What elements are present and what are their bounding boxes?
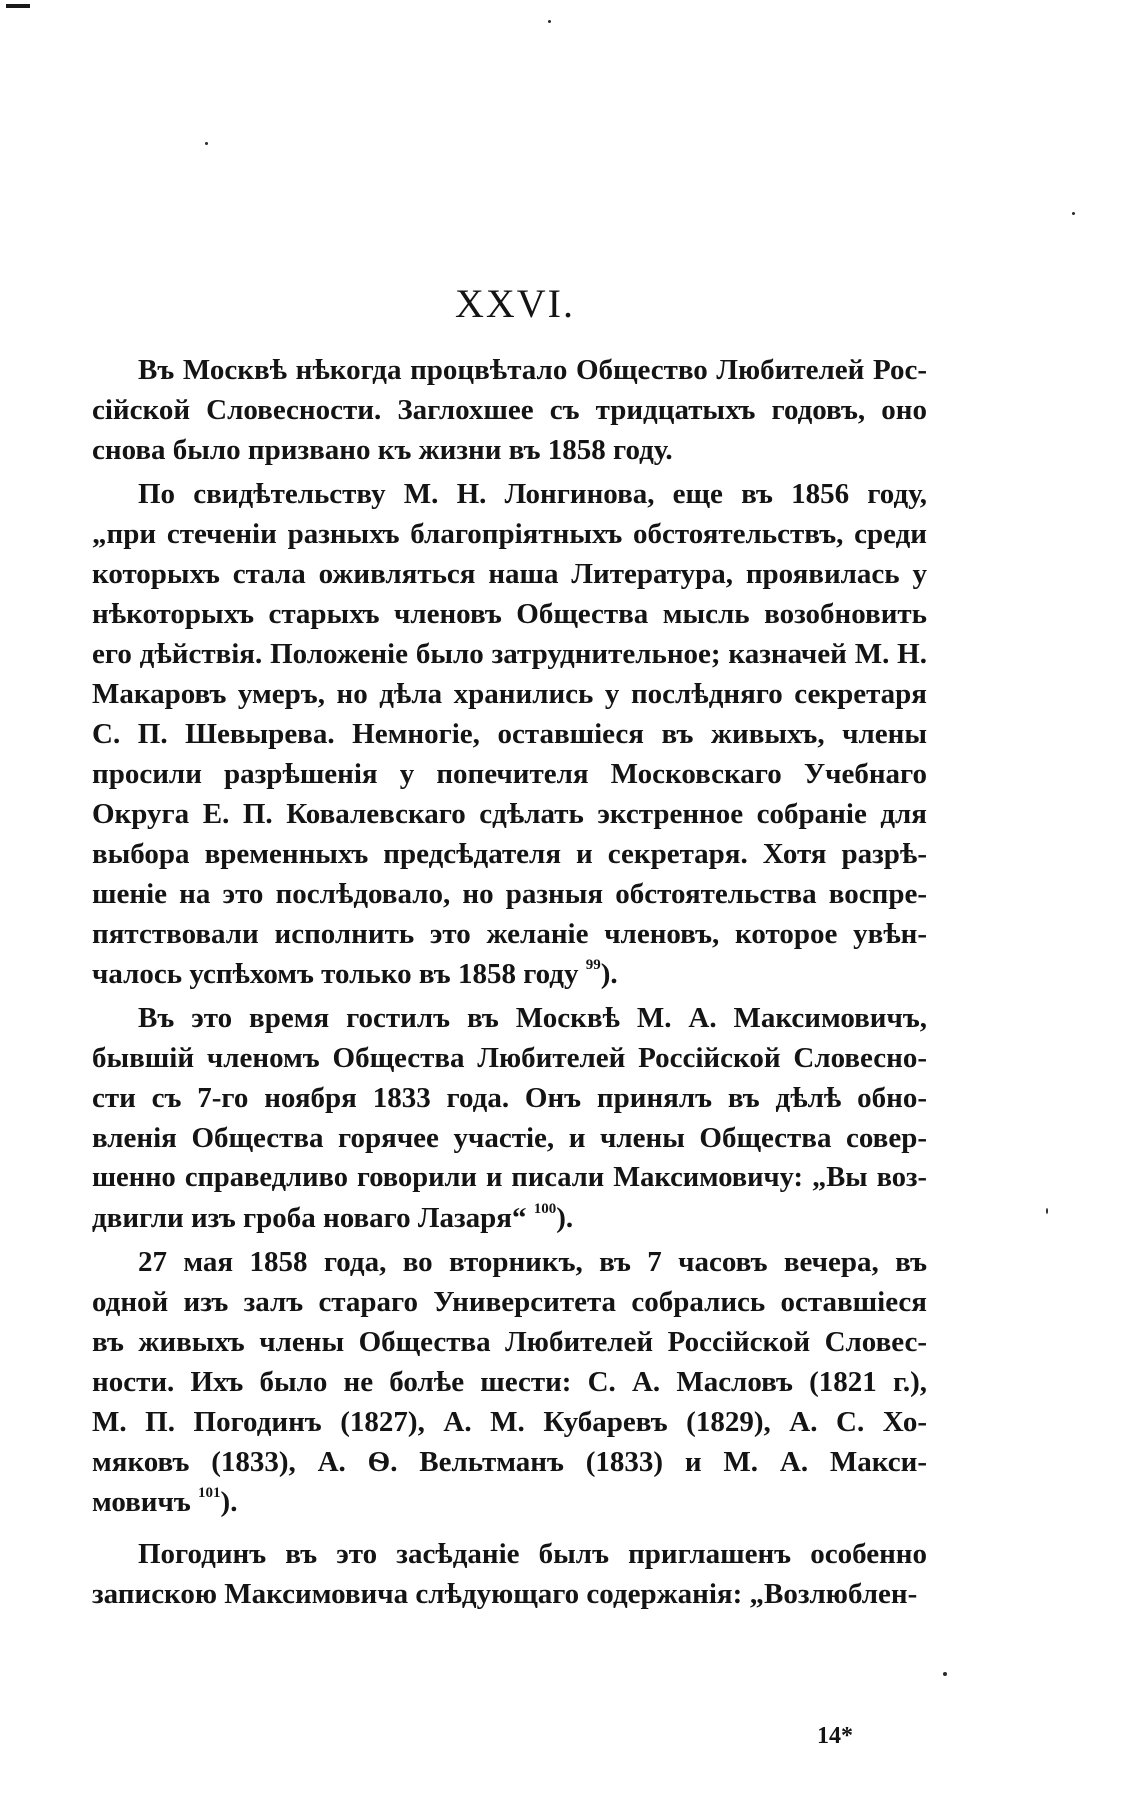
line-text: ). xyxy=(556,1202,574,1234)
footnote-marker: 100 xyxy=(533,1201,557,1217)
scan-speck xyxy=(205,142,208,145)
text-line: Въ это время гостилъ въ Москвѣ М. А. Максимовичъ, xyxy=(138,1002,927,1034)
line-text: ). xyxy=(600,958,618,990)
line-text: ). xyxy=(220,1486,238,1518)
text-line: сійской Словесности. Заглохшее съ тридцатыхъ годовъ, оно xyxy=(92,394,927,426)
text-line xyxy=(92,1198,927,1238)
paragraph xyxy=(92,350,927,470)
text-line: нѣкоторыхъ старыхъ членовъ Общества мысль возобновить xyxy=(92,598,927,630)
text-line: сти съ 7-го ноября 1833 года. Онъ принялъ въ дѣлѣ обно- xyxy=(92,1082,927,1114)
text-line: просили разрѣшенія у попечителя Московскаго Учебнаго xyxy=(92,758,927,790)
line-text: двигли изъ гроба новаго Лазаря“ xyxy=(92,1202,527,1234)
page-body xyxy=(92,350,927,1614)
text-line: ности. Ихъ было не болѣе шести: С. А. Масловъ (1821 г.), xyxy=(92,1366,927,1398)
paragraph xyxy=(92,1534,927,1614)
chapter-title: XXVI. xyxy=(455,281,575,326)
text-line: 27 мая 1858 года, во вторникъ, въ 7 часовъ вечера, въ xyxy=(138,1246,927,1278)
text-line: одной изъ залъ стараго Университета собрались оставшіеся xyxy=(92,1286,927,1318)
footnote-marker: 101 xyxy=(198,1485,221,1501)
text-line: бывшій членомъ Общества Любителей Россійской Словесно- xyxy=(92,1042,927,1074)
text-line: Въ Москвѣ нѣкогда процвѣтало Общество Любителей Рос- xyxy=(138,354,927,386)
line-text: мовичъ xyxy=(92,1486,191,1518)
line-text: чалось успѣхомъ только въ 1858 году xyxy=(92,958,579,990)
text-line: С. П. Шевырева. Немногіе, оставшіеся въ живыхъ, члены xyxy=(92,718,927,750)
text-line xyxy=(92,1482,927,1522)
text-line: вленія Общества горячее участіе, и члены Общества совер- xyxy=(92,1122,927,1154)
text-line: выбора временныхъ предсѣдателя и секретаря. Хотя разрѣ- xyxy=(92,838,927,870)
text-line: запискою Максимовича слѣдующаго содержанія: „Возлюблен- xyxy=(92,1578,918,1610)
scan-artifact xyxy=(6,4,30,8)
text-line: Округа Е. П. Ковалевскаго сдѣлать экстренное собраніе для xyxy=(92,798,927,830)
text-line: Макаровъ умеръ, но дѣла хранились у послѣдняго секретаря xyxy=(92,678,927,710)
text-line xyxy=(92,954,927,994)
text-line: въ живыхъ члены Общества Любителей Россійской Словес- xyxy=(92,1326,927,1358)
text-line: Погодинъ въ это засѣданіе былъ приглашенъ особенно xyxy=(138,1538,927,1570)
paragraph xyxy=(92,998,927,1238)
text-line: По свидѣтельству М. Н. Лонгинова, еще въ 1856 году, xyxy=(138,478,927,510)
text-line: снова было призвано къ жизни въ 1858 году. xyxy=(92,434,673,466)
footnote-marker: 99 xyxy=(585,957,601,973)
text-line: „при стеченіи разныхъ благопріятныхъ обстоятельствъ, среди xyxy=(92,518,927,550)
scan-speck xyxy=(1072,212,1075,215)
text-line: которыхъ стала оживляться наша Литература, проявилась у xyxy=(92,558,927,590)
text-line: мяковъ (1833), А. Ѳ. Вельтманъ (1833) и М. А. Макси- xyxy=(92,1446,927,1478)
scan-speck xyxy=(548,20,551,23)
paragraph xyxy=(92,1242,927,1522)
scan-speck xyxy=(943,1672,947,1676)
text-line: пятствовали исполнить это желаніе членовъ, которое увѣн- xyxy=(92,918,927,950)
text-line: шеніе на это послѣдовало, но разныя обстоятельства воспре- xyxy=(92,878,927,910)
paragraph xyxy=(92,474,927,994)
signature-mark: 14* xyxy=(817,1723,853,1749)
text-line: М. П. Погодинъ (1827), А. М. Кубаревъ (1829), А. С. Хо- xyxy=(92,1406,927,1438)
text-line: его дѣйствія. Положеніе было затруднительное; казначей М. Н. xyxy=(92,638,927,670)
text-line: шенно справедливо говорили и писали Максимовичу: „Вы воз- xyxy=(92,1162,927,1193)
scan-speck xyxy=(1046,1208,1048,1214)
